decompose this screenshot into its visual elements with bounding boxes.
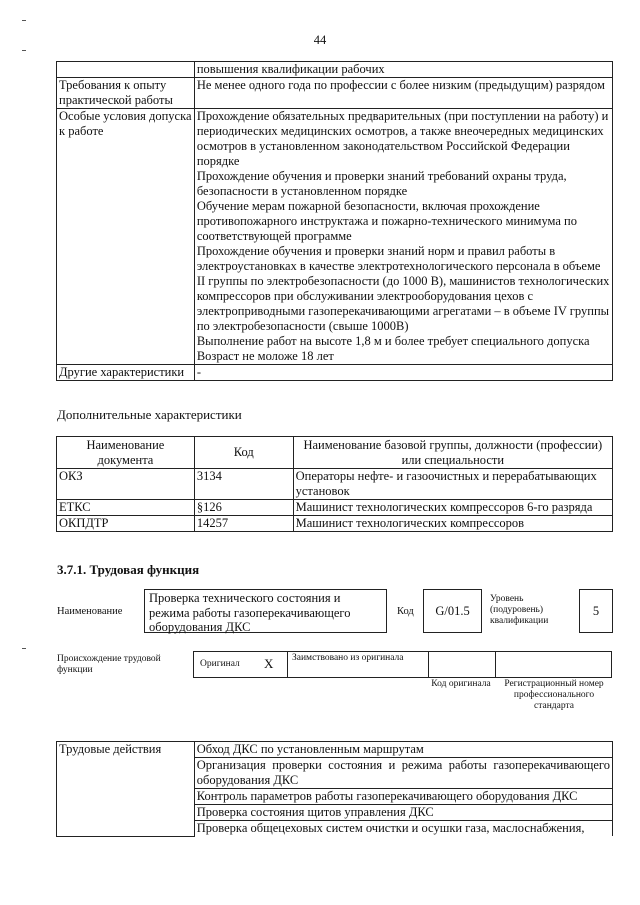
table-cell-label: Требования к опыту практической работы [57, 78, 195, 109]
level-label: Уровень (подуровень) квалификации [490, 594, 549, 626]
condition-line: Выполнение работ на высоте 1,8 м и более требует специального допуска [196, 334, 590, 348]
function-heading: 3.7.1. Трудовая функция [57, 562, 200, 577]
table-cell: Операторы нефте- и газоочистных и перерабатывающих установок [293, 469, 612, 500]
table-row [57, 500, 613, 516]
function-name-box: Проверка технического состояния и режима работы газоперекачивающего оборудования ДКС [144, 589, 387, 633]
table-cell: Обход ДКС по установленным маршрутам [194, 742, 612, 758]
name-label: Наименование [57, 606, 123, 617]
condition-line: Прохождение обязательных предварительных (при поступлении на работу) и периодических медицинских осмотров, а также внеочередных медицинских осмотров в установленном законодательством Российской Федерации порядке [196, 109, 609, 168]
code-original-label: Код оригинала [431, 679, 491, 689]
original-mark: X [264, 656, 274, 671]
table-cell: Машинист технологических компрессоров [293, 516, 612, 532]
table-cell [194, 109, 612, 365]
code-label: Код [397, 606, 414, 617]
table-cell: - [194, 365, 612, 381]
table-row [57, 469, 613, 500]
page-number: 44 [313, 33, 327, 47]
table-cell: §126 [194, 500, 293, 516]
table-row [57, 109, 613, 365]
table-cell: Не менее одного года по профессии с более низким (предыдущим) разрядом [194, 78, 612, 109]
table-row [57, 62, 613, 78]
table-cell-label: Особые условия допуска к работе [57, 109, 195, 365]
table-cell: 14257 [194, 516, 293, 532]
table-row [57, 78, 613, 109]
table-cell: ОКПДТР [57, 516, 195, 532]
level-value-box: 5 [579, 589, 613, 633]
table-cell-label: Другие характеристики [57, 365, 195, 381]
origin-box [193, 651, 612, 678]
condition-line: Прохождение обучения и проверки знаний требований охраны труда, безопасности в установленном порядке [196, 169, 567, 198]
borrowed-label: Заимствовано из оригинала [292, 653, 404, 663]
margin-mark [22, 20, 26, 21]
table-cell: Контроль параметров работы газоперекачивающего оборудования ДКС [194, 789, 612, 805]
characteristics-table [56, 436, 613, 532]
condition-line: Возраст не моложе 18 лет [196, 349, 334, 363]
column-header: Код [194, 437, 293, 469]
divider [287, 651, 288, 678]
section-heading: Дополнительные характеристики [57, 407, 242, 422]
table-cell: 3134 [194, 469, 293, 500]
table-cell-label: Трудовые действия [57, 742, 195, 837]
table-row [57, 742, 613, 758]
table-row [57, 516, 613, 532]
table-cell: ОКЗ [57, 469, 195, 500]
table-cell: Проверка общецеховых систем очистки и осушки газа, маслоснабжения, [194, 821, 612, 837]
column-header: Наименование базовой группы, должности (профессии) или специальности [293, 437, 612, 469]
column-header: Наименование документа [57, 437, 195, 469]
condition-line: Прохождение обучения и проверки знаний норм и правил работы в электроустановках в качестве электротехнологического персонала в объеме II группы по электробезопасности (до 1000 В), машинистов технологических компрессоров при обслуживании электрооборудования цехов с электроприводными газоперекачивающими агрегатами – в объеме IV группы по электробезопасности (свыше 1000В) [196, 244, 610, 333]
function-code-box: G/01.5 [423, 589, 482, 633]
reg-number-label: Регистрационный номер профессионального стандарта [504, 679, 604, 711]
margin-mark [22, 50, 26, 51]
table-cell: Машинист технологических компрессоров 6-го разряда [293, 500, 612, 516]
table-cell [194, 758, 612, 789]
condition-line: Обучение мерам пожарной безопасности, включая прохождение противопожарного инструктажа и пожарно-технического минимума по соответствующей программе [196, 199, 577, 243]
action-text: Организация проверки состояния и режима работы газоперекачивающего оборудования ДКС [196, 758, 610, 787]
table-cell [57, 62, 195, 78]
origin-label: Происхождение трудовой функции [57, 654, 161, 675]
original-label: Оригинал [200, 659, 240, 669]
margin-mark [22, 648, 26, 649]
table-header-row [57, 437, 613, 469]
divider [495, 651, 496, 678]
table-row [57, 365, 613, 381]
table-cell: ЕТКС [57, 500, 195, 516]
labor-actions-table [56, 741, 613, 837]
divider [428, 651, 429, 678]
qualification-table [56, 61, 613, 381]
table-cell: повышения квалификации рабочих [194, 62, 612, 78]
table-cell: Проверка состояния щитов управления ДКС [194, 805, 612, 821]
